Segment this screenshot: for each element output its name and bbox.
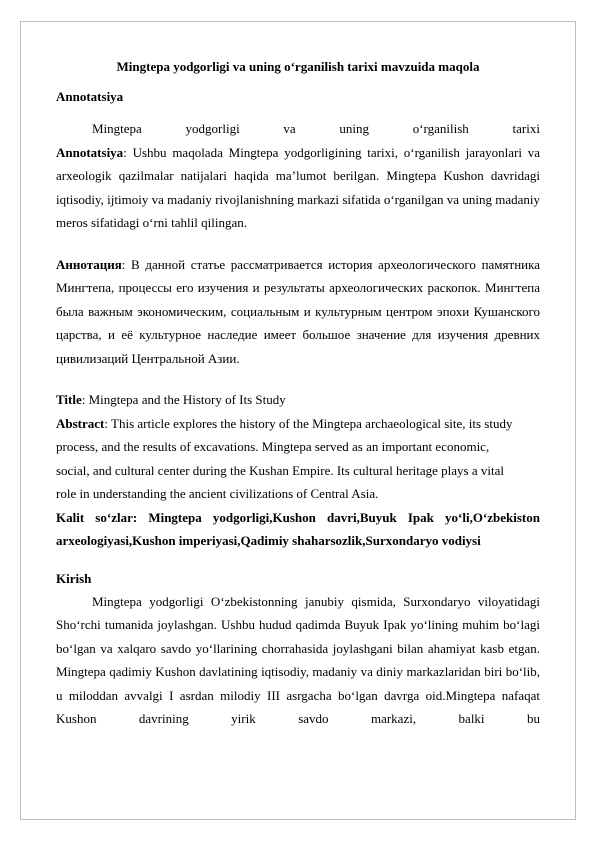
title-word: o‘rganilish (412, 121, 469, 136)
abstract-line: role in understanding the ancient civilizations of Central Asia. (56, 486, 379, 501)
english-title-text: : Mingtepa and the History of Its Study (81, 392, 286, 407)
title-word: Mingtepa (92, 121, 142, 136)
annotatsiya-heading: Annotatsiya (56, 89, 124, 104)
uzbek-abstract-label: Annotatsiya (56, 144, 124, 160)
document-body (56, 59, 540, 731)
russian-abstract-label: Аннотация (56, 256, 122, 272)
title-word: tarixi (512, 121, 540, 136)
kirish-paragraph: Mingtepa yodgorligi O‘zbekistonning janubiy qismida, Surxondaryo viloyatidagi Sho‘rchi tumanida joylashgan. Ushbu hudud qadimda Buyuk Ipak yo‘lining muhim bo‘lagi bo‘lgan va xalqaro savdo yo‘llarining chorrahasida joylashgani bilan ahamiyat kasb etgan. Mingtepa qadimiy Kushon davlatining iqtisodiy, madaniy va diniy markazlaridan biri bo‘lib, u miloddan avvalgi I asrdan milodiy III asrgacha bo‘lgan davrga oid.Mingtepa nafaqat Kushon davrining yirik savdo markazi, balki bu (56, 593, 540, 726)
title-word: yodgorligi (185, 121, 240, 136)
russian-abstract-text: : В данной статье рассматривается история археологического памятника Мингтепа, процессы его изучения и результаты археологических раскопок. Мингтепа была важным экономическим, социальным и культурным центром эпохи Кушанского царства, и её культурное наследие имеет большое значение для изучения древних цивилизаций Центральной Азии. (56, 256, 540, 366)
title-word: uning (339, 121, 370, 136)
english-title (56, 388, 540, 412)
russian-abstract (56, 253, 540, 371)
uzbek-abstract-text: : Ushbu maqolada Mingtepa yodgorligining tarixi, o‘rganilish jarayonlari va arxeologik qazilmalar natijalari haqida ma’lumot berilgan. Mingtepa Kushon davridagi iqtisodiy, ijtimoiy va madaniy rivojlanishning markazi sifatida o‘rganilgan va uning madaniy meros sifatidagi o‘rni tahlil qilingan. (56, 144, 540, 230)
uzbek-abstract (56, 141, 540, 235)
english-abstract (56, 412, 540, 506)
document-title: Mingtepa yodgorligi va uning o‘rganilish tarixi mavzuida maqola (116, 59, 480, 74)
english-title-label: Title (56, 392, 82, 407)
article-title-line (56, 117, 540, 141)
abstract-line: process, and the results of excavations. Mingtepa served as an important economic, (56, 439, 490, 454)
english-abstract-label: Abstract (56, 415, 105, 431)
title-word: va (283, 121, 296, 136)
keywords: Kalit so‘zlar: Mingtepa yodgorligi,Kushon davri,Buyuk Ipak yo‘li,O‘zbekiston arxeologiyasi,Kushon imperiyasi,Qadimiy shaharsozlik,Surxondaryo vodiysi (56, 509, 540, 548)
kirish-heading: Kirish (56, 570, 92, 586)
abstract-line: Abstract: This article explores the history of the Mingtepa archaeological site, its study (56, 415, 513, 431)
abstract-line: social, and cultural center during the Kushan Empire. Its cultural heritage plays a vital (56, 462, 504, 478)
